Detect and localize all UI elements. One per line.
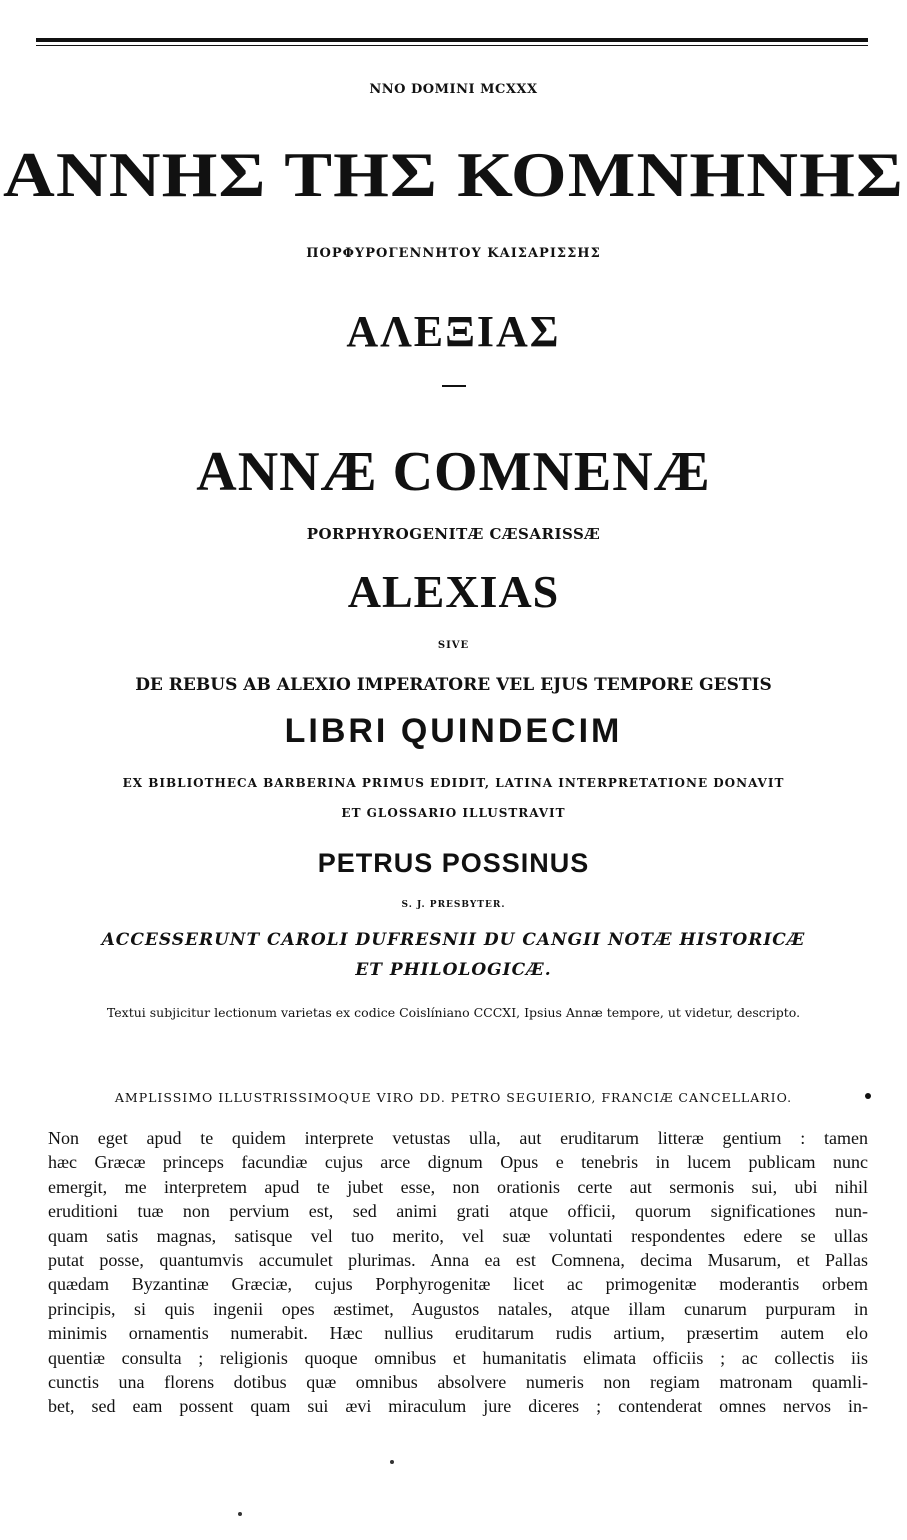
sive-label: SIVE bbox=[437, 640, 470, 651]
body-line: bet, sed eam possent quam sui ævi miraculum jure diceres ; contenderat omnes nervos in- bbox=[48, 1396, 868, 1417]
libri-quindecim: LIBRI QUINDECIM bbox=[284, 712, 623, 750]
body-line: Non eget apud te quidem interprete vetustas ulla, aut eruditarum litteræ gentium : tamen bbox=[48, 1128, 868, 1148]
body-line: quentiæ consulta ; religionis quoque omnibus et humanitatis elimata officiis ; ac collectis iis bbox=[48, 1347, 868, 1368]
textus-note: Textui subjicitur lectionum varietas ex codice Coislíniano CCCXI, Ipsius Annæ tempore, ut videtur, descripto. bbox=[106, 1005, 801, 1020]
running-head: NNO DOMINI MCXXX bbox=[369, 82, 538, 97]
top-rule-thick bbox=[36, 38, 868, 42]
bullet-mark bbox=[865, 1093, 871, 1099]
de-rebus-line: DE REBUS AB ALEXIO IMPERATORE VEL EJUS TEMPORE GESTIS bbox=[135, 675, 772, 695]
latin-title: ANNÆ COMNENÆ bbox=[196, 441, 711, 503]
body-line: principis, si quis ingenii opes æstimet, Augustos natales, atque illam cunarum purpuram in bbox=[48, 1298, 868, 1319]
ink-speck bbox=[238, 1512, 242, 1516]
editor-title: S. J. PRESBYTER. bbox=[401, 900, 506, 910]
glossary-statement: ET GLOSSARIO ILLUSTRAVIT bbox=[341, 806, 566, 820]
notes-line-1: ACCESSERUNT CAROLI DUFRESNII DU CANGII NOTÆ HISTORICÆ bbox=[101, 930, 806, 950]
body-line: cunctis una florens dotibus quæ omnibus absolvere numeris non regiam matronam quamli- bbox=[48, 1372, 868, 1393]
body-paragraph bbox=[48, 1126, 868, 1419]
notes-line-2: ET PHILOLOGICÆ. bbox=[355, 960, 552, 980]
body-line: hæc Græcæ princeps facundiæ cujus arce dignum Opus e tenebris in lucem publicam nunc bbox=[48, 1152, 868, 1173]
body-line: emergit, me interpretem apud te jubet esse, non orationis certe aut sermonis sui, ubi nihil bbox=[48, 1176, 868, 1197]
edition-statement: EX BIBLIOTHECA BARBERINA PRIMUS EDIDIT, LATINA INTERPRETATIONE DONAVIT bbox=[122, 776, 785, 790]
editor-name: PETRUS POSSINUS bbox=[317, 848, 590, 878]
latin-subtitle: PORPHYROGENITÆ CÆSARISSÆ bbox=[306, 525, 601, 543]
body-line: eruditioni tuæ non pervium est, sed animi grati atque officii, quorum significationes nun- bbox=[48, 1201, 868, 1222]
body-line: putat posse, quantumvis accumulet plurimas. Anna ea est Comnena, decima Musarum, et Pallas bbox=[48, 1250, 868, 1271]
greek-work-title: ΑΛΕΞΙΑΣ bbox=[346, 307, 561, 356]
latin-work-title: ALEXIAS bbox=[347, 566, 560, 617]
top-rule-thin bbox=[36, 45, 868, 46]
body-line: quædam Byzantinæ Græciæ, cujus Porphyrogenitæ licet ac primogenitæ moderantis orbem bbox=[48, 1274, 868, 1295]
ink-speck bbox=[390, 1460, 394, 1464]
body-line: minimis ornamentis numerabit. Hæc nullius eruditarum rudis artium, præsertim autem elo bbox=[48, 1323, 868, 1344]
greek-subtitle: ΠΟΡΦΥΡΟΓΕΝΝΗΤΟΥ ΚΑΙΣΑΡΙΣΣΗΣ bbox=[306, 246, 601, 261]
separator-dash bbox=[442, 385, 466, 387]
body-line: quam satis magnas, satisque vel tuo merito, vel suæ voluntati respondentes edere se ullas bbox=[48, 1225, 868, 1246]
dedication-heading: AMPLISSIMO ILLUSTRISSIMOQUE VIRO DD. PETRO SEGUIERIO, FRANCIÆ CANCELLARIO. bbox=[114, 1090, 793, 1105]
greek-title: ΑΝΝΗΣ ΤΗΣ ΚΟΜΝΗΝΗΣ bbox=[2, 139, 905, 210]
